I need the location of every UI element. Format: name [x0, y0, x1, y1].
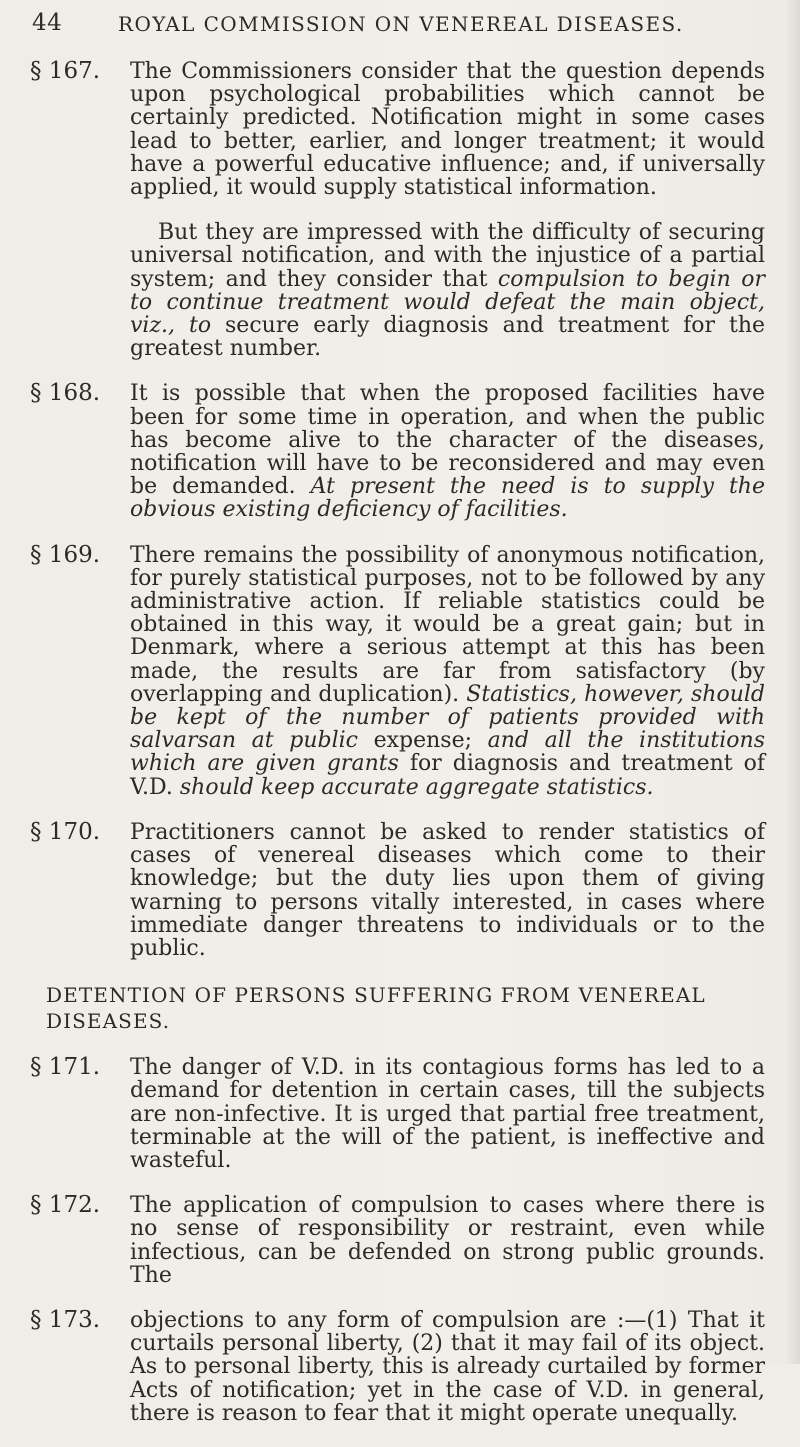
paragraph-168	[30, 382, 765, 521]
italic-text-run: should keep accurate aggregate statistics.	[179, 774, 654, 800]
section-number: § 173.	[30, 1306, 101, 1333]
paragraph-169	[30, 541, 765, 800]
text-run: for diagnosis and treatment of V.D.	[130, 751, 765, 800]
paragraph-text: Practitioners cannot be asked to render statistics of cases of venereal diseases which come to their knowledge; but the duty lies upon them of giving warning to persons vitally interested, in cases where immediate danger threatens to individuals or to the public.	[130, 819, 765, 961]
paragraph-text: objections to any form of compulsion are :—(1) That it curtails personal liberty, (2) that it may fail of its object. As to personal liberty, this is already curtailed by former Acts of notification; yet in the case of V.D. in general, there is reason to fear that it might operate unequally.	[130, 1307, 765, 1426]
paragraph-text: The danger of V.D. in its contagious forms has led to a demand for detention in certain cases, till the subjects are non-infective. It is urged that partial free treatment, terminable at the will of the patient, is ineffective and wasteful.	[130, 1055, 765, 1173]
section-number: § 170.	[30, 818, 101, 845]
text-run: There remains the possibility of anonymous notification, for purely statistical purposes, not to be followed by any administrative action. If reliable statistics could be obtained in this way, it would be a great gain; but in Denmark, where a serious attempt at this has been made, the results are far from satisfactory (by overlapping and duplication).	[130, 542, 765, 707]
paragraph-173	[30, 1306, 765, 1426]
paragraph-text: The application of compulsion to cases where there is no sense of responsibility or restraint, even while infectious, can be defended on strong public grounds. The	[130, 1193, 765, 1288]
italic-text-run: and all the institutions which are given grants	[130, 728, 765, 777]
section-number: § 171.	[30, 1054, 101, 1081]
paragraph-171	[30, 1056, 765, 1172]
page-body	[30, 38, 765, 1447]
page-edge-shadow	[786, 0, 800, 1364]
text-run: expense;	[357, 728, 488, 754]
section-number: § 167.	[30, 58, 101, 84]
section-number: § 172.	[30, 1192, 101, 1219]
paragraph-text	[130, 382, 765, 521]
text-run: It is possible that when the proposed facilities have been for some time in operation, and when the public has become alive to the character of the diseases, notification will have to be reconsidered and may even be demanded.	[130, 381, 765, 500]
text-run: But they are impressed with the difficulty of securing universal notification, and with the injustice of a partial system; and they consider that	[130, 220, 765, 292]
italic-text-run: compulsion to begin or to continue treatment would defeat the main object, viz., to	[130, 266, 765, 339]
paragraph-170	[30, 818, 765, 961]
section-number: § 168.	[30, 380, 101, 407]
paragraph-text	[130, 544, 765, 799]
paragraph-167-continued	[30, 221, 765, 360]
section-heading: DETENTION OF PERSONS SUFFERING FROM VENEREAL DISEASES.	[46, 983, 706, 1034]
paragraph-text: The Commissioners consider that the question depends upon psychological probabilities which cannot be certainly predicted. Notification might in some cases lead to better, earlier, and longer treatment; it would have a powerful educative influence; and, if universally applied, it would supply statistical information.	[130, 59, 765, 201]
paragraph-167	[30, 60, 765, 199]
section-number: § 169.	[30, 541, 101, 568]
page-header	[32, 10, 772, 40]
italic-text-run: Statistics, however, should be kept of the number of patients provided with salvarsan at public	[130, 681, 765, 754]
italic-text-run: At present the need is to supply the obvious existing deficiency of facilities.	[130, 474, 765, 523]
running-head: ROYAL COMMISSION ON VENEREAL DISEASES.	[118, 12, 684, 36]
page-number: 44	[32, 10, 63, 36]
paragraph-172	[30, 1194, 765, 1287]
paragraph-text	[130, 221, 765, 360]
text-run: secure early diagnosis and treatment for the greatest number.	[130, 313, 766, 362]
